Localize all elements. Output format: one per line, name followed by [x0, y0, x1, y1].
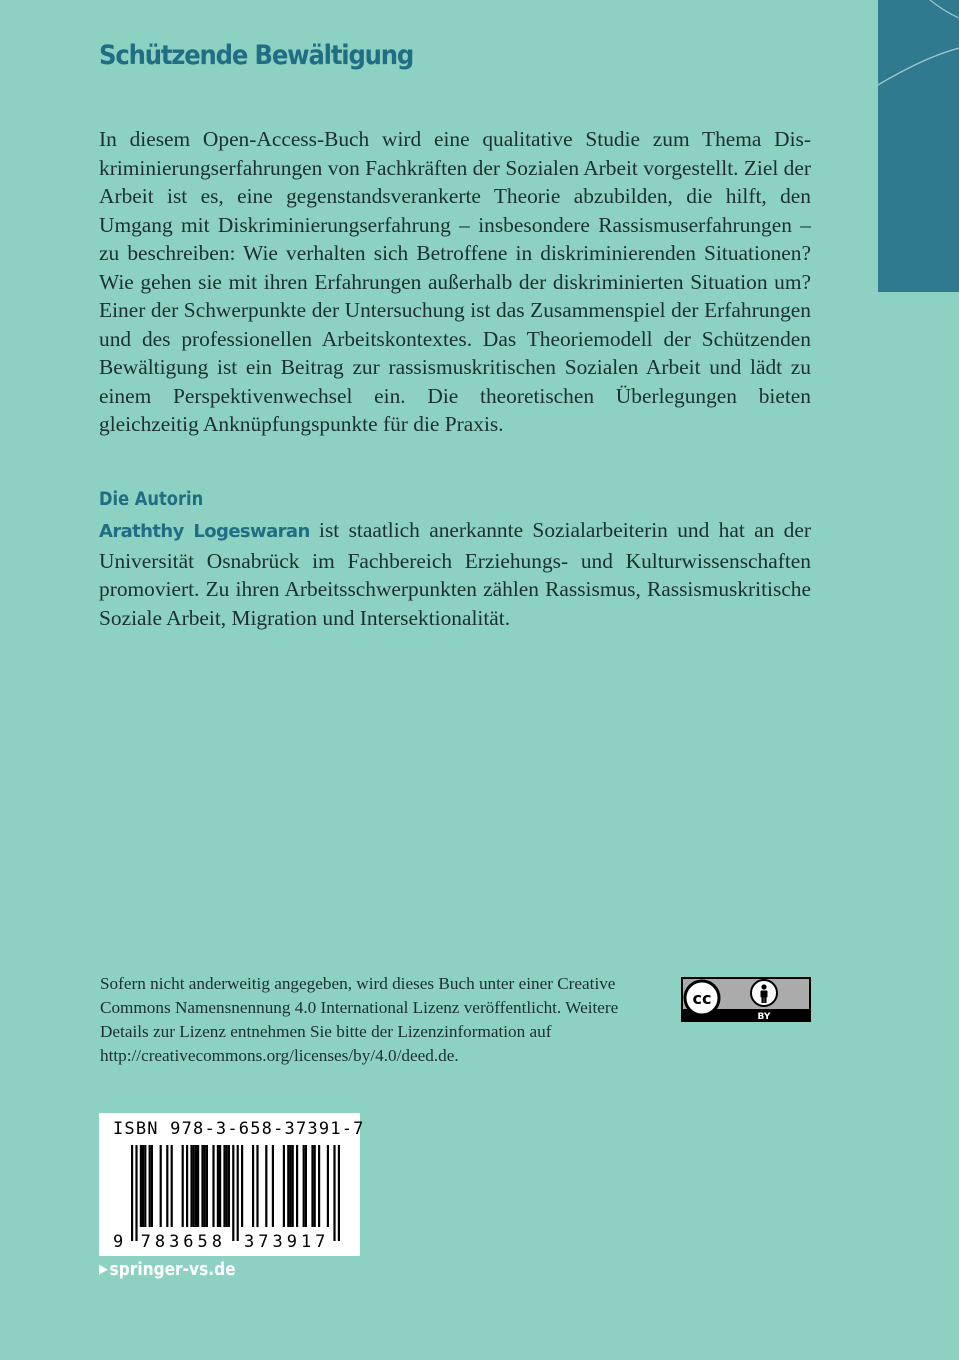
- barcode-bar: [289, 1145, 291, 1227]
- barcode-bar: [166, 1145, 168, 1227]
- publisher-link[interactable]: [99, 1260, 236, 1280]
- creative-commons-icon: [685, 981, 719, 1015]
- barcode-bar: [241, 1145, 243, 1227]
- barcode-graphic: [99, 1113, 360, 1256]
- author-bio-text: ist staatlich anerkannte Sozialarbeiterin und hat an der Universität Osnabrück im Fachbereich Erziehungs- und Kulturwissenschaften promoviert. Zu ihren Arbeitsschwerpunkten zählen Rassismus, Rassismuskritische Soziale Arbeit, Migration und Intersektionalität.: [99, 518, 811, 630]
- book-abstract: In diesem Open-Access-Buch wird eine qualitative Studie zum Thema Diskriminierungserfahrungen von Fachkräften der Sozialen Arbeit vorgestellt. Ziel der Arbeit ist es, eine gegenstandsverankerte Theorie abzubilden, die hilft, den Umgang mit Diskriminierungserfahrung – insbesondere Rassismuserfahrungen – zu beschreiben: Wie verhalten sich Betroffene in diskriminierenden Situationen? Wie gehen sie mit ihren Erfahrungen außerhalb der diskriminierten Situation um? Einer der Schwerpunkte der Untersuchung ist das Zusammenspiel der Erfahrungen und des professionellen Arbeitskontextes. Das Theoriemodell der Schützenden Bewältigung ist ein Beitrag zur rassismuskritischen Sozialen Arbeit und lädt zu einem Perspektivenwechsel ein. Die theoretischen Überlegungen bieten gleichzeitig Anknüpfungspunkte für die Praxis.: [99, 127, 811, 436]
- barcode-bar: [226, 1145, 228, 1227]
- isbn-barcode: [99, 1113, 365, 1256]
- author-bio: [99, 516, 811, 632]
- barcode-bar: [265, 1145, 267, 1227]
- barcode-bar: [292, 1145, 294, 1227]
- corner-decoration: [878, 0, 959, 292]
- barcode-bar: [190, 1145, 192, 1227]
- barcode-bar: [212, 1145, 214, 1227]
- cc-by-license-badge[interactable]: [681, 977, 811, 1022]
- barcode-bar: [223, 1145, 225, 1227]
- publisher-url: springer-vs.de: [109, 1260, 236, 1280]
- author-name: Araththy Logeswaran: [99, 521, 310, 542]
- svg-text:cc: cc: [692, 989, 712, 1008]
- isbn-right-digits: 373917: [244, 1232, 330, 1252]
- barcode-bar: [287, 1145, 289, 1227]
- barcode-bar: [272, 1145, 274, 1227]
- barcode-bar: [193, 1145, 195, 1227]
- barcode-bar: [142, 1145, 144, 1227]
- barcode-bar: [232, 1145, 234, 1241]
- barcode-bar: [217, 1145, 219, 1227]
- barcode-bar: [186, 1145, 188, 1227]
- barcode-bar: [195, 1145, 197, 1227]
- attribution-person-icon: [751, 980, 777, 1006]
- isbn-first-digit: 9: [113, 1232, 124, 1252]
- barcode-bar: [206, 1145, 208, 1227]
- barcode-bar: [131, 1145, 133, 1241]
- barcode-bar: [237, 1145, 239, 1241]
- barcode-bar: [228, 1145, 230, 1227]
- barcode-bar: [256, 1145, 258, 1227]
- barcode-bar: [151, 1145, 153, 1227]
- barcode-bar: [252, 1145, 254, 1227]
- barcode-bar: [314, 1145, 316, 1227]
- barcode-bar: [149, 1145, 151, 1227]
- barcode-bar: [182, 1145, 184, 1227]
- barcode-bar: [144, 1145, 146, 1227]
- barcode-bar: [201, 1145, 203, 1227]
- barcode-bar: [305, 1145, 307, 1227]
- barcode-bar: [135, 1145, 137, 1241]
- barcode-bar: [318, 1145, 320, 1227]
- corner-curves: [878, 0, 959, 292]
- isbn-label: ISBN 978-3-658-37391-7: [113, 1119, 365, 1139]
- barcode-bar: [197, 1145, 199, 1227]
- barcode-bar: [327, 1145, 329, 1227]
- license-text: Sofern nicht anderweitig angegeben, wird dieses Buch unter einer Creative Commons Namensnennung 4.0 International Lizenz veröffentlicht. Weitere Details zur Lizenz entnehmen Sie bitte der Lizenzinformation auf http://creativecommons.org/licenses/by/4.0/deed.de.: [100, 974, 619, 1065]
- barcode-bar: [140, 1145, 142, 1227]
- barcode-bar: [160, 1145, 162, 1227]
- isbn-left-digits: 783658: [140, 1232, 227, 1252]
- barcode-bar: [311, 1145, 313, 1227]
- barcode-bar: [204, 1145, 206, 1227]
- barcode-bar: [333, 1145, 335, 1241]
- book-title: Schützende Bewältigung: [99, 40, 414, 71]
- barcode-bar: [219, 1145, 221, 1227]
- barcode-bar: [171, 1145, 173, 1227]
- author-heading: Die Autorin: [99, 489, 204, 510]
- triangle-right-icon: ▶: [99, 1262, 108, 1277]
- by-label: BY: [757, 1012, 771, 1022]
- barcode-bar: [296, 1145, 298, 1227]
- barcode-bar: [303, 1145, 305, 1227]
- barcode-bar: [338, 1145, 340, 1241]
- barcode-bar: [283, 1145, 285, 1227]
